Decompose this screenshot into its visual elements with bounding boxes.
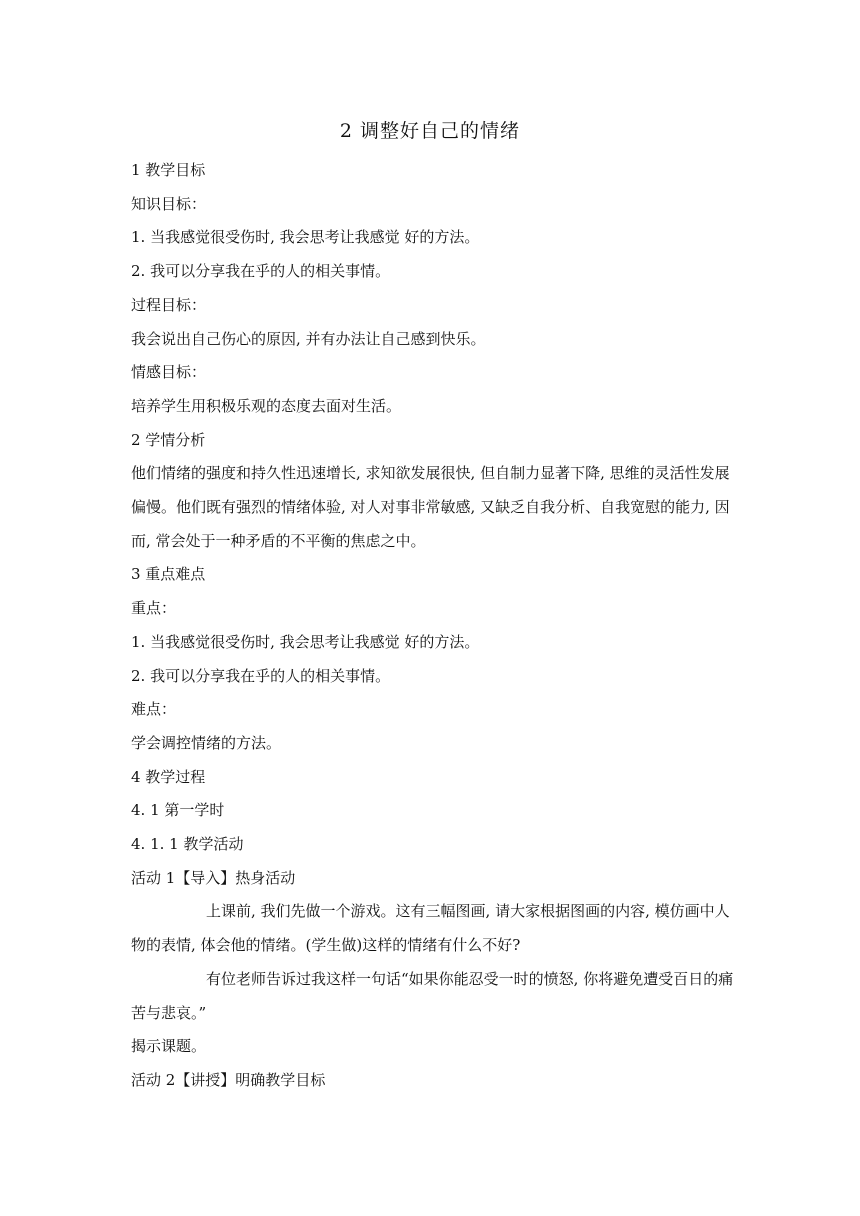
paragraph: 揭示课题。 <box>131 1037 207 1056</box>
document-title: 2 调整好自己的情绪 <box>339 120 521 142</box>
paragraph: 他们情绪的强度和持久性迅速增长, 求知欲发展很快, 但自制力显著下降, 思维的灵活性发展偏慢。他们既有强烈的情绪体验, 对人对事非常敏感, 又缺乏自我分析、自我宽慰的能力, 因而, 常会处于一种矛盾的不平衡的焦虑之中。 <box>131 464 730 550</box>
list-item: 2. 我可以分享我在乎的人的相关事情。 <box>131 262 391 281</box>
subheading: 重点： <box>131 599 177 618</box>
list-item: 1. 当我感觉很受伤时, 我会思考让我感觉 好的方法。 <box>131 632 480 651</box>
section-heading: 1 教学目标 <box>131 161 206 179</box>
subheading: 过程目标： <box>131 295 207 314</box>
activity-heading: 活动 2【讲授】明确教学目标 <box>131 1070 326 1089</box>
section-heading: 4 教学过程 <box>131 767 206 786</box>
subheading: 知识目标： <box>131 194 207 213</box>
subheading: 难点： <box>131 700 177 719</box>
list-item: 1. 当我感觉很受伤时, 我会思考让我感觉 好的方法。 <box>131 228 480 247</box>
list-item: 2. 我可以分享我在乎的人的相关事情。 <box>131 666 391 685</box>
section-heading: 2 学情分析 <box>131 430 206 449</box>
section-heading: 3 重点难点 <box>131 565 206 584</box>
paragraph: 培养学生用积极乐观的态度去面对生活。 <box>131 396 402 415</box>
subheading: 4. 1. 1 教学活动 <box>131 835 244 854</box>
activity-heading: 活动 1【导入】热身活动 <box>131 868 296 887</box>
paragraph: 我会说出自己伤心的原因, 并有办法让自己感到快乐。 <box>131 329 486 348</box>
paragraph: 学会调控情绪的方法。 <box>131 733 282 752</box>
subheading: 情感目标： <box>131 363 207 382</box>
subheading: 4. 1 第一学时 <box>131 801 225 820</box>
paragraph: 上课前, 我们先做一个游戏。这有三幅图画, 请大家根据图画的内容, 模仿画中人物的表情, 体会他的情绪。(学生做)这样的情绪有什么不好? <box>131 902 730 955</box>
paragraph: 有位老师告诉过我这样一句话“如果你能忍受一时的愤怒, 你将避免遭受百日的痛苦与悲哀。” <box>131 969 734 1022</box>
document-body <box>131 154 743 1098</box>
